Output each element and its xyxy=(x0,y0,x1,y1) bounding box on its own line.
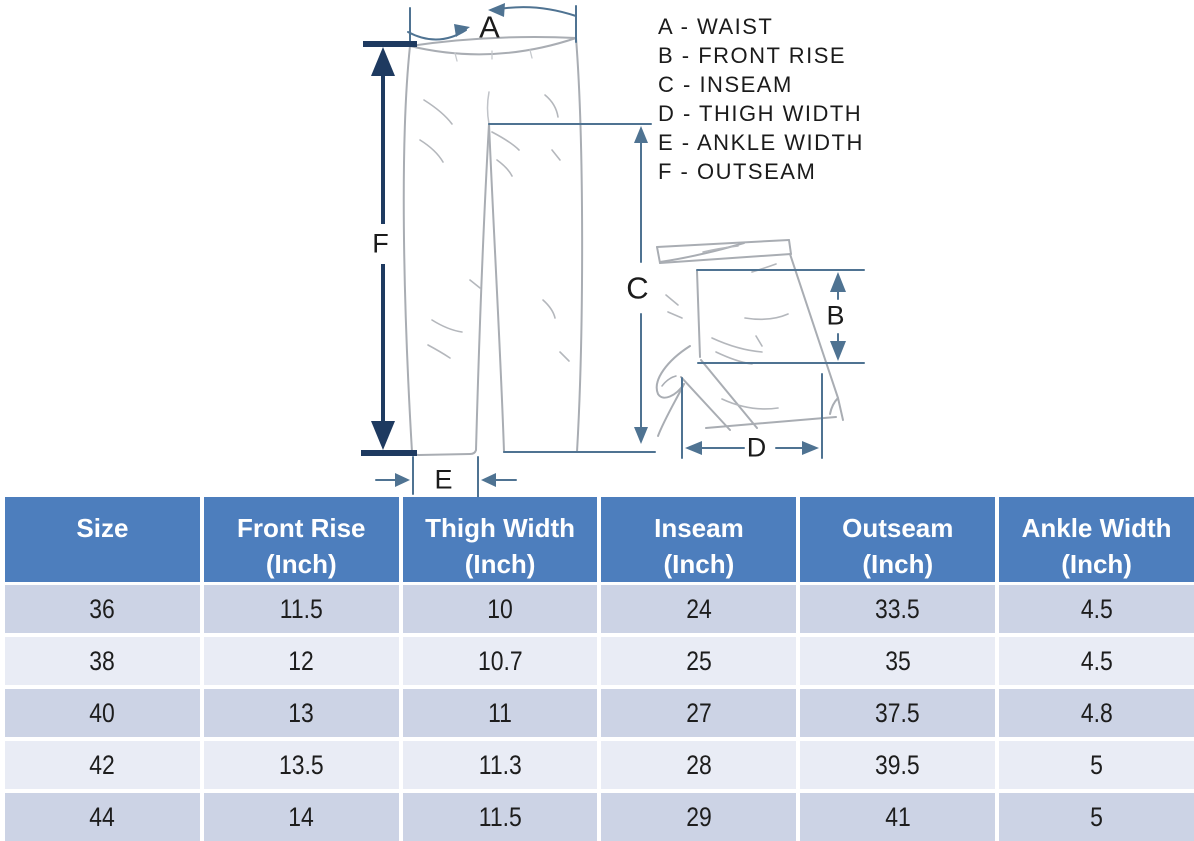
table-cell: 11 xyxy=(403,689,598,737)
measurement-legend xyxy=(658,12,864,186)
header-cell-ankle-width xyxy=(999,497,1194,582)
size-table-header xyxy=(5,497,1194,581)
table-cell: 11.5 xyxy=(204,585,399,633)
table-cell: 33.5 xyxy=(800,585,995,633)
table-cell: 36 xyxy=(5,585,200,633)
table-cell: 28 xyxy=(601,741,796,789)
table-cell: 39.5 xyxy=(800,741,995,789)
table-cell: 11.5 xyxy=(403,793,598,841)
label-a: A xyxy=(479,9,501,45)
header-label: Outseam xyxy=(842,513,954,543)
table-cell: 35 xyxy=(800,637,995,685)
header-label: Size xyxy=(76,513,129,543)
header-unit: (Inch) xyxy=(862,549,934,579)
table-cell: 42 xyxy=(5,741,200,789)
size-table xyxy=(0,497,1194,840)
header-label: Inseam xyxy=(654,513,744,543)
header-label: Front Rise xyxy=(236,513,366,543)
table-cell: 5 xyxy=(999,793,1194,841)
header-cell-front-rise xyxy=(204,497,399,582)
legend-item: F - OUTSEAM xyxy=(658,159,817,184)
table-cell: 11.3 xyxy=(403,741,598,789)
table-cell: 14 xyxy=(204,793,399,841)
label-c: C xyxy=(626,270,650,306)
header-unit: (Inch) xyxy=(265,549,337,579)
table-cell: 44 xyxy=(5,793,200,841)
header-cell-size xyxy=(5,497,200,582)
table-cell: 4.5 xyxy=(999,637,1194,685)
header-cell-outseam xyxy=(800,497,995,582)
header-label: Thigh Width xyxy=(425,513,576,543)
table-cell: 37.5 xyxy=(800,689,995,737)
header-cell-thigh-width xyxy=(403,497,598,582)
header-unit: (Inch) xyxy=(1061,549,1132,579)
size-table-body xyxy=(5,585,1194,841)
label-e: E xyxy=(434,464,454,495)
pants-sketch xyxy=(404,37,582,455)
table-cell: 40 xyxy=(5,689,200,737)
table-cell: 25 xyxy=(601,637,796,685)
table-cell: 41 xyxy=(800,793,995,841)
table-cell: 13 xyxy=(204,689,399,737)
header-cell-inseam xyxy=(601,497,796,582)
header-unit: (Inch) xyxy=(464,549,536,579)
table-cell: 24 xyxy=(601,585,796,633)
label-f: F xyxy=(372,228,390,259)
table-cell: 5 xyxy=(999,741,1194,789)
table-cell: 13.5 xyxy=(204,741,399,789)
table-cell: 10 xyxy=(403,585,598,633)
legend-item: B - FRONT RISE xyxy=(658,43,847,68)
label-b: B xyxy=(826,300,846,331)
label-d: D xyxy=(746,432,768,463)
table-cell: 12 xyxy=(204,637,399,685)
legend-item: D - THIGH WIDTH xyxy=(658,101,863,126)
table-cell: 27 xyxy=(601,689,796,737)
legend-item: C - INSEAM xyxy=(658,72,793,97)
legend-item: E - ANKLE WIDTH xyxy=(658,130,864,155)
header-label: Ankle Width xyxy=(1021,513,1172,543)
table-cell: 29 xyxy=(601,793,796,841)
header-unit: (Inch) xyxy=(663,549,735,579)
table-cell: 4.5 xyxy=(999,585,1194,633)
table-cell: 4.8 xyxy=(999,689,1194,737)
table-cell: 38 xyxy=(5,637,200,685)
table-cell: 10.7 xyxy=(403,637,598,685)
legend-item: A - WAIST xyxy=(658,14,774,39)
